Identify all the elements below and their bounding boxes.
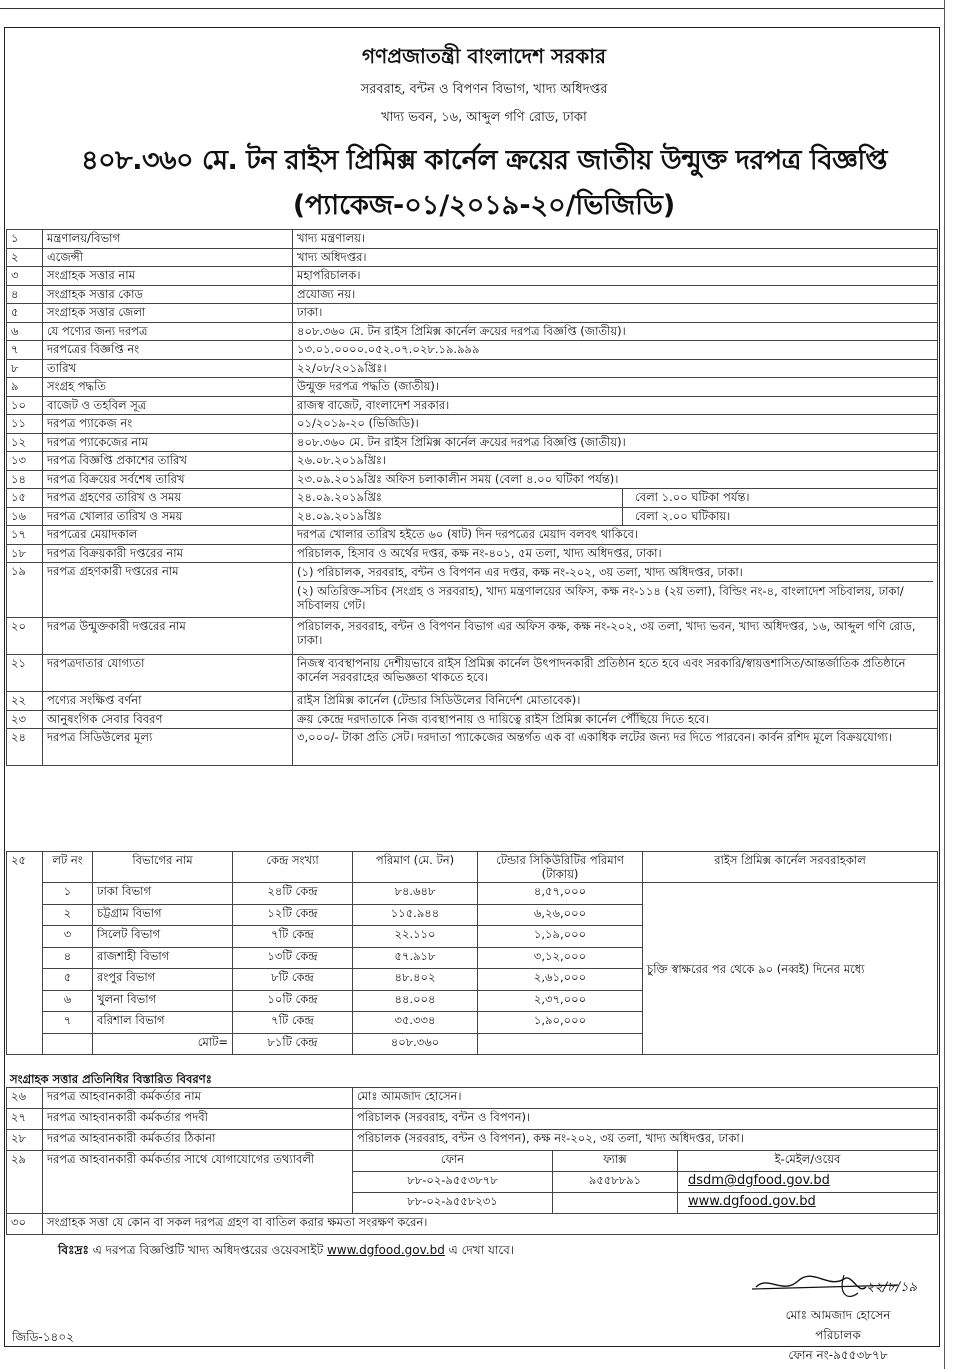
table-row [7, 1109, 938, 1130]
signer-name: মোঃ আমজাদ হোসেন [785, 1308, 891, 1322]
footnote-url[interactable]: www.dgfood.gov.bd [326, 1243, 445, 1257]
center-count: ৭টি কেন্দ্র [233, 1012, 353, 1034]
row-label: সংগ্রাহক সত্তার জেলা [43, 304, 293, 323]
row-value-time: বেলা ১.০০ ঘটিকা পর্যন্ত। [623, 489, 938, 508]
row-number: ৭ [7, 341, 43, 360]
row-number: ২০ [7, 618, 43, 655]
row-label: দরপত্র গ্রহণের তারিখ ও সময় [43, 489, 293, 508]
table-row [7, 248, 938, 267]
table-row [7, 1214, 938, 1235]
row-value: ২৩.০৯.২০১৯খ্রিঃ অফিস চলাকালীন সময় (বেলা ৪.০০ ঘটিকা পর্যন্ত)। [293, 470, 938, 489]
row-label: দরপত্র খোলার তারিখ ও সময় [43, 507, 293, 526]
row-number: ১১ [7, 415, 43, 434]
table-row [7, 692, 938, 711]
footnote [58, 1242, 514, 1262]
table-row [7, 415, 938, 434]
row-label: দরপত্রের মেয়াদকাল [43, 526, 293, 545]
row-label: দরপত্র বিক্রয়কারী দপ্তরের নাম [43, 544, 293, 563]
total-blank [478, 1033, 643, 1055]
empty-cell [553, 1193, 678, 1214]
row-value: ৩,০০০/- টাকা প্রতি সেট। দরদাতা প্যাকেজের অন্তর্গত এক বা একাধিক লটের জন্য দর দিতে পারবেন। কার্বন রশিদ মূলে বিক্রয়যোগ্য। [293, 729, 938, 766]
fax-number: ৯৫৫৮৮৯১ [553, 1172, 678, 1193]
signature-date: ২২/৮/১৯ [866, 1280, 917, 1295]
footnote-text: এ দরপত্র বিজ্ঞপ্তিটি খাদ্য অধিদপ্তরের ওয়েবসাইট [88, 1243, 327, 1257]
lot-number: ৩ [43, 926, 93, 948]
representative-table [6, 1087, 938, 1235]
row-value: রাজস্ব বাজেট, বাংলাদেশ সরকার। [293, 396, 938, 415]
row-number: ১২ [7, 433, 43, 452]
row-label: দরপত্র প্যাকেজের নাম [43, 433, 293, 452]
row-value: খাদ্য মন্ত্রণালয়। [293, 230, 938, 249]
quantity: ৪৮.৪০২ [353, 969, 478, 991]
row-number: ৯ [7, 378, 43, 397]
division-name: ঢাকা বিভাগ [93, 883, 233, 905]
row-value: দরপত্র খোলার তারিখ হইতে ৬০ (ষাট) দিন দরপত্রের মেয়াদ বলবৎ থাকিবে। [293, 526, 938, 545]
fax-header: ফ্যাক্স [553, 1151, 678, 1172]
row-value: ঢাকা। [293, 304, 938, 323]
row-label: মন্ত্রণালয়/বিভাগ [43, 230, 293, 249]
row-value: উন্মুক্ত দরপত্র পদ্ধতি (জাতীয়)। [293, 378, 938, 397]
center-count: ৭টি কেন্দ্র [233, 926, 353, 948]
table-row [7, 618, 938, 655]
office-item-1: (১) পরিচালক, সরবরাহ, বন্টন ও বিপণন এর দপ্তর, কক্ষ নং-২০২, ৩য় তলা, খাদ্য অধিদপ্তর, ঢাকা। [297, 564, 933, 582]
table-row [7, 230, 938, 249]
row-label: দরপত্র বিক্রয়ের সর্বশেষ তারিখ [43, 470, 293, 489]
row-number: ৫ [7, 304, 43, 323]
row-number: ২১ [7, 655, 43, 692]
lot-number: ১ [43, 883, 93, 905]
row-value: রাইস প্রিমিক্স কার্নেল (টেন্ডার সিডিউলের বিনির্দেশ মোতাবেক)। [293, 692, 938, 711]
row-value: ০১/২০১৯-২০ (ভিজিডি)। [293, 415, 938, 434]
table-row [7, 489, 938, 508]
division-name: সিলেট বিভাগ [93, 926, 233, 948]
table-row [7, 322, 938, 341]
row-number: ৬ [7, 322, 43, 341]
footnote-prefix: বিঃদ্রঃ [58, 1243, 89, 1257]
row-number: ৩ [7, 267, 43, 286]
table-row [7, 563, 938, 618]
row-value: ২৪.০৯.২০১৯খ্রিঃ [293, 489, 623, 508]
security-amount: ২,৩৭,০০০ [478, 990, 643, 1012]
lot-table [6, 851, 938, 1055]
table-row [7, 433, 938, 452]
row-label: দরপত্র বিজ্ঞপ্তি প্রকাশের তারিখ [43, 452, 293, 471]
row-label: যে পণ্যের জন্য দরপত্র [43, 322, 293, 341]
row-number: ১৩ [7, 452, 43, 471]
center-count: ১০টি কেন্দ্র [233, 990, 353, 1012]
row-label: দরপত্র প্যাকেজ নং [43, 415, 293, 434]
row-number: ৮ [7, 359, 43, 378]
row-label: বাজেট ও তহবিল সূত্র [43, 396, 293, 415]
row-number: ১৪ [7, 470, 43, 489]
table-row [7, 1130, 938, 1151]
table-row [7, 526, 938, 545]
division-name: রাজশাহী বিভাগ [93, 947, 233, 969]
table-row [7, 341, 938, 360]
lot-number: ৬ [43, 990, 93, 1012]
table-row [7, 710, 938, 729]
email-link[interactable]: dsdm@dgfood.gov.bd [688, 1173, 830, 1188]
address-line: খাদ্য ভবন, ১৬, আব্দুল গণি রোড, ঢাকা [381, 110, 587, 125]
security-amount: ১,১৯,০০০ [478, 926, 643, 948]
row-value: পরিচালক (সরবরাহ, বন্টন ও বিপণন)। [353, 1109, 938, 1130]
row-number: ২৭ [7, 1109, 43, 1130]
lot-number: ৫ [43, 969, 93, 991]
footnote-suffix: এ দেখা যাবে। [444, 1243, 515, 1257]
row-label: দরপত্রদাতার যোগ্যতা [43, 655, 293, 692]
row-label: দরপত্র আহবানকারী কর্মকর্তার সাথে যোগাযোগের তথ্যাবলী [43, 1151, 353, 1214]
center-count: ৮টি কেন্দ্র [233, 969, 353, 991]
row-value: মোঃ আমজাদ হোসেন। [353, 1088, 938, 1109]
table-row [7, 304, 938, 323]
row-value: সংগ্রাহক সত্তা যে কোন বা সকল দরপত্র গ্রহণ বা বাতিল করার ক্ষমতা সংরক্ষণ করেন। [43, 1214, 938, 1235]
quantity: ৮৪.৬৪৮ [353, 883, 478, 905]
table-row [7, 1088, 938, 1109]
center-count: ১২টি কেন্দ্র [233, 904, 353, 926]
row-value: প্রযোজ্য নয়। [293, 285, 938, 304]
row-number: ৪ [7, 285, 43, 304]
row-number: ২ [7, 248, 43, 267]
row-label: এজেন্সী [43, 248, 293, 267]
row-value: ২৬.০৮.২০১৯খ্রিঃ। [293, 452, 938, 471]
row-value: পরিচালক, সরবরাহ, বন্টন ও বিপণন বিভাগ এর অফিস কক্ষ, কক্ষ নং-২০২, ৩য় তলা, খাদ্য ভবন, খাদ্য অধিদপ্তর, ১৬, আব্দুল গণি রোড, ঢাকা। [293, 618, 938, 655]
signature-block [738, 1265, 938, 1362]
row-label: দরপত্র উন্মুক্তকারী দপ্তরের নাম [43, 618, 293, 655]
total-label: মোট= [93, 1033, 233, 1055]
lot-number: ২ [43, 904, 93, 926]
row-number: ২২ [7, 692, 43, 711]
col-header-supply: রাইস প্রিমিক্স কার্নেল সরবরাহকাল [643, 852, 938, 883]
row-value: ৪০৮.৩৬০ মে. টন রাইস প্রিমিক্স কার্নেল ক্রয়ের দরপত্র বিজ্ঞপ্তি (জাতীয়)। [293, 433, 938, 452]
contact-header-row [7, 1151, 938, 1172]
table-row [7, 655, 938, 692]
division-name: খুলনা বিভাগ [93, 990, 233, 1012]
row-label: দরপত্রের বিজ্ঞপ্তি নং [43, 341, 293, 360]
total-blank [43, 1033, 93, 1055]
rep-heading: সংগ্রাহক সত্তার প্রতিনিধির বিস্তারিত বিবরণঃ [10, 1072, 212, 1086]
web-link[interactable]: www.dgfood.gov.bd [688, 1194, 816, 1209]
security-amount: ১,৯০,০০০ [478, 1012, 643, 1034]
division-name: বরিশাল বিভাগ [93, 1012, 233, 1034]
division-name: চট্টগ্রাম বিভাগ [93, 904, 233, 926]
row-number: ২৩ [7, 710, 43, 729]
row-value: মহাপরিচালক। [293, 267, 938, 286]
quantity: ২২.১১০ [353, 926, 478, 948]
row-value [293, 563, 938, 618]
row-value: পরিচালক (সরবরাহ, বন্টন ও বিপণন), কক্ষ নং-২০২, ৩য় তলা, খাদ্য অধিদপ্তর, ঢাকা। [353, 1130, 938, 1151]
center-count: ১৩টি কেন্দ্র [233, 947, 353, 969]
quantity: ৫৭.৯১৮ [353, 947, 478, 969]
security-amount: ২,৬১,০০০ [478, 969, 643, 991]
lot-row [7, 883, 938, 905]
table-row [7, 452, 938, 471]
row-label: সংগ্রহ পদ্ধতি [43, 378, 293, 397]
row-number: ১৭ [7, 526, 43, 545]
col-header-centers: কেন্দ্র সংখ্যা [233, 852, 353, 883]
row-value: ১৩.০১.০০০০.০৫২.০৭.০২৮.১৯.৯৯৯ [293, 341, 938, 360]
row-value: ২৪.০৯.২০১৯খ্রিঃ [293, 507, 623, 526]
row-label: দরপত্র গ্রহণকারী দপ্তরের নাম [43, 563, 293, 618]
table-row [7, 729, 938, 766]
email-header: ই-মেইল/ওয়েব [678, 1151, 938, 1172]
security-amount: ৬,২৬,০০০ [478, 904, 643, 926]
row-label: দরপত্র আহবানকারী কর্মকর্তার নাম [43, 1088, 353, 1109]
row-number: ৩০ [7, 1214, 43, 1235]
col-header-division: বিভাগের নাম [93, 852, 233, 883]
table-row [7, 470, 938, 489]
table-row [7, 544, 938, 563]
total-centers: ৮১টি কেন্দ্র [233, 1033, 353, 1055]
lot-number: ৭ [43, 1012, 93, 1034]
col-header-lot: লট নং [43, 852, 93, 883]
row-number: ২৫ [7, 852, 43, 1055]
row-number: ১৫ [7, 489, 43, 508]
row-label: দরপত্র আহবানকারী কর্মকর্তার পদবী [43, 1109, 353, 1130]
row-label: দরপত্র সিডিউলের মূল্য [43, 729, 293, 766]
document-code: জিডি-১৪০২ [12, 1330, 74, 1344]
phone-2: ৮৮-০২-৯৫৫৮২৩১ [353, 1193, 553, 1214]
table-row [7, 267, 938, 286]
row-value: ৪০৮.৩৬০ মে. টন রাইস প্রিমিক্স কার্নেল ক্রয়ের দরপত্র বিজ্ঞপ্তি (জাতীয়)। [293, 322, 938, 341]
table-row [7, 396, 938, 415]
row-label: সংগ্রাহক সত্তার কোড [43, 285, 293, 304]
center-count: ২৪টি কেন্দ্র [233, 883, 353, 905]
security-amount: ৩,১২,০০০ [478, 947, 643, 969]
row-value: পরিচালক, হিসাব ও অর্থের দপ্তর, কক্ষ নং-৪০১, ৫ম তলা, খাদ্য অধিদপ্তর, ঢাকা। [293, 544, 938, 563]
row-value: নিজস্ব ব্যবস্থাপনায় দেশীয়ভাবে রাইস প্রিমিক্স কার্নেল উৎপাদনকারী প্রতিষ্ঠান হতে হবে এবং সরকারি/স্বায়ত্তশাসিত/আন্তর্জাতিক প্রতিষ্ঠানে কার্নেল সরবরাহের অভিজ্ঞতা থাকতে হবে। [293, 655, 938, 692]
table-row [7, 378, 938, 397]
phone-header: ফোন [353, 1151, 553, 1172]
lot-number: ৪ [43, 947, 93, 969]
table-row [7, 285, 938, 304]
security-amount: ৪,৫৭,০০০ [478, 883, 643, 905]
quantity: ৪৪.০০৪ [353, 990, 478, 1012]
col-header-security: টেন্ডার সিকিউরিটির পরিমাণ (টাকায়) [478, 852, 643, 883]
col-header-quantity: পরিমাণ (মে. টন) [353, 852, 478, 883]
row-number: ২৪ [7, 729, 43, 766]
row-number: ১৬ [7, 507, 43, 526]
row-number: ১৯ [7, 563, 43, 618]
row-value: খাদ্য অধিদপ্তর। [293, 248, 938, 267]
row-number: ২৯ [7, 1151, 43, 1214]
top-rule [0, 8, 944, 9]
row-value: ২২/০৮/২০১৯খ্রিঃ। [293, 359, 938, 378]
division-name: রংপুর বিভাগ [93, 969, 233, 991]
phone-1: ৮৮-০২-৯৫৫৩৮৭৮ [353, 1172, 553, 1193]
quantity: ৩৫.৩৩৪ [353, 1012, 478, 1034]
department-line: সরবরাহ, বন্টন ও বিপণন বিভাগ, খাদ্য অধিদপ্তর [360, 82, 608, 97]
row-label: আনুষংগিক সেবার বিবরণ [43, 710, 293, 729]
row-number: ১০ [7, 396, 43, 415]
signature-image [748, 1265, 918, 1305]
notice-title: ৪০৮.৩৬০ মে. টন রাইস প্রিমিক্স কার্নেল ক্রয়ের জাতীয় উন্মুক্ত দরপত্র বিজ্ঞপ্তি [81, 145, 887, 176]
supply-period: চুক্তি স্বাক্ষরের পর থেকে ৯০ (নব্বই) দিনের মধ্যে [643, 883, 938, 1055]
quantity: ১১৫.৯৪৪ [353, 904, 478, 926]
table-row [7, 359, 938, 378]
row-label: দরপত্র আহবানকারী কর্মকর্তার ঠিকানা [43, 1130, 353, 1151]
row-number: ২৬ [7, 1088, 43, 1109]
govt-heading: গণপ্রজাতন্ত্রী বাংলাদেশ সরকার [362, 44, 606, 68]
row-label: সংগ্রাহক সত্তার নাম [43, 267, 293, 286]
signer-designation: পরিচালক [815, 1328, 861, 1342]
row-number: ২৮ [7, 1130, 43, 1151]
signer-phone: ফোন নং-৯৫৫৩৮৭৮ [788, 1348, 888, 1362]
row-value-time: বেলা ২.০০ ঘটিকায়। [623, 507, 938, 526]
office-item-2: (২) অতিরিক্ত-সচিব (সংগ্রহ ও সরবরাহ), খাদ্য মন্ত্রণালয়ের অফিস, কক্ষ নং-১১৪ (২য় তলা), বিল্ডিং নং-৪, বাংলাদেশ সচিবালয়, ঢাকা/সচিবালয় গেট। [297, 584, 904, 612]
row-value: ক্রয় কেন্দ্রে দরদাতাকে নিজ ব্যবস্থাপনায় ও দায়িত্বে রাইস প্রিমিক্স কার্নেল পৌঁছিয়ে দিতে হবে। [293, 710, 938, 729]
package-title: (প্যাকেজ-০১/২০১৯-২০/ভিজিডি) [292, 190, 676, 221]
row-number: ১ [7, 230, 43, 249]
row-number: ১৮ [7, 544, 43, 563]
lot-header-row [7, 852, 938, 883]
row-label: পণ্যের সংক্ষিপ্ত বর্ণনা [43, 692, 293, 711]
total-quantity: ৪০৮.৩৬০ [353, 1033, 478, 1055]
tender-info-table [6, 229, 938, 766]
table-row [7, 507, 938, 526]
row-label: তারিখ [43, 359, 293, 378]
